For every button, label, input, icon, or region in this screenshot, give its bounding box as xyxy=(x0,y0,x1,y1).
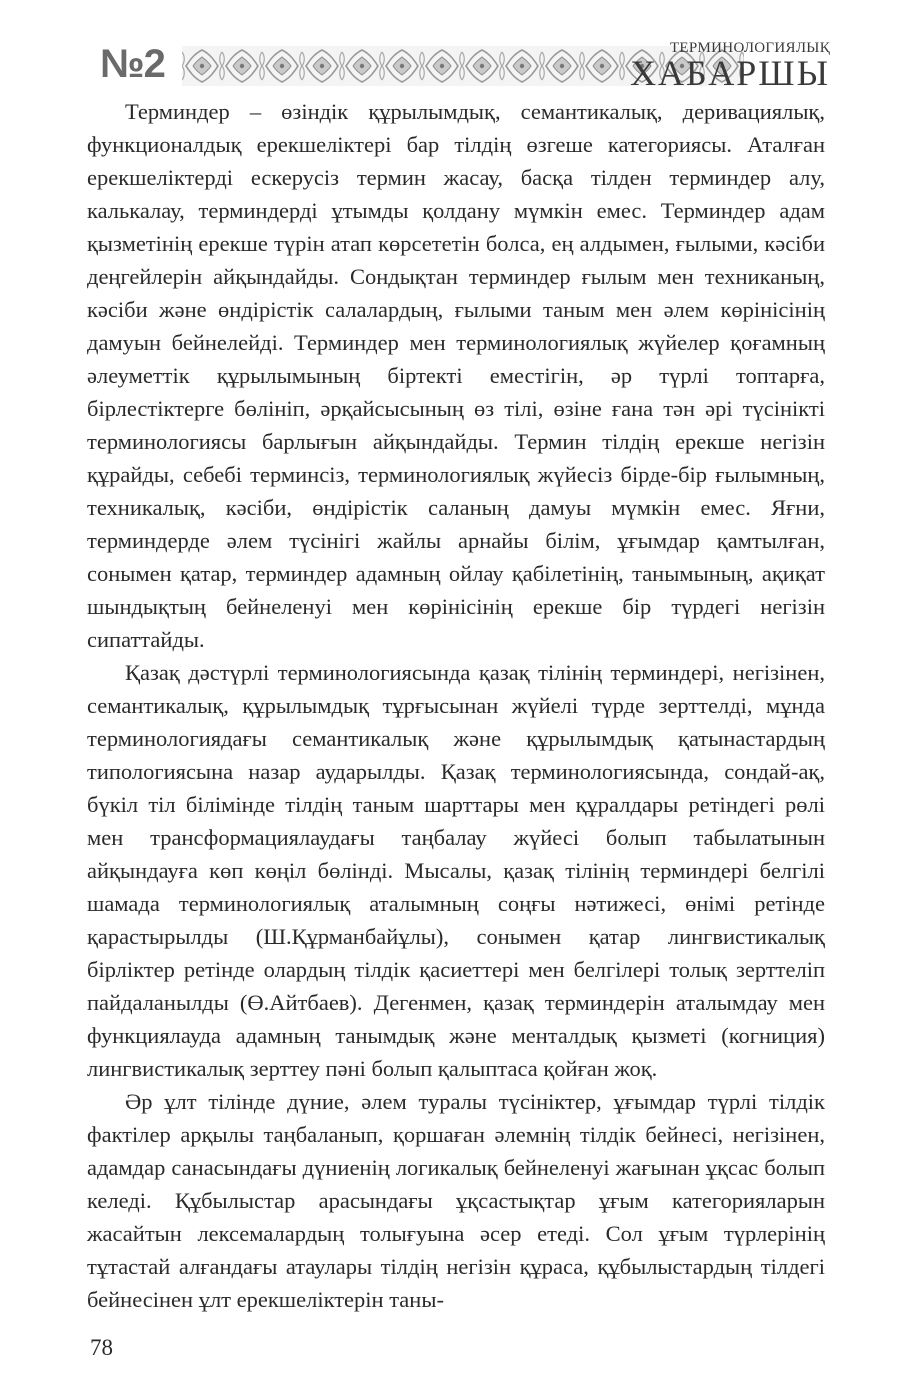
page-header xyxy=(100,40,830,98)
paragraph-3: Әр ұлт тілінде дүние, әлем туралы түсініктер, ұғымдар түрлі тілдік фактілер арқылы таңбаланып, қоршаған әлемнің тілдік бейнесі, негізінен, адамдар санасындағы дүниенің логикалық бейнеленуі жағынан ұқсас болып келеді. Құбылыстар арасындағы ұқсастықтар ұғым категорияларын жасайтын лексемалардың толығуына әсер етеді. Сол ұғым түрлерінің тұтастай алғандағы атаулары тілдің негізін құраса, құбылыстардың тілдегі бейнесінен ұлт ерекшеліктерін таны- xyxy=(87,1089,825,1312)
journal-title xyxy=(630,40,830,93)
article-body xyxy=(87,95,825,1316)
paragraph-2: Қазақ дәстүрлі терминологиясында қазақ тілінің терминдері, негізінен, семантикалық, құрылымдық тұрғысынан жүйелі түрде зерттелді, мұнда терминологиядағы семантикалық және құрылымдық қатынастардың типологиясына назар аударылды. Қазақ терминологиясында, сондай-ақ, бүкіл тіл білімінде тілдің таным шарттары мен құралдары ретіндегі рөлі мен трансформациялаудағы таңбалау жүйесі болып табылатынын айқындауға көп көңіл бөлінді. Мысалы, қазақ тілінің терминдері белгілі шамада терминологиялық аталымның соңғы нәтижесі, өнімі ретінде қарастырылды (Ш.Құрманбайұлы), сонымен қатар лингвистикалық бірліктер ретінде олардың тілдік қасиеттері мен белгілері толық зерттеліп пайдаланылды (Ө.Айтбаев). Дегенмен, қазақ терминдерін аталымдау мен функциялауда адамның танымдық және менталдық қызметі (когниция) лингвистикалық зерттеу пәні болып қалыптаса қойған жоқ. xyxy=(87,660,825,1081)
journal-title-line1: ТЕРМИНОЛОГИЯЛЫҚ xyxy=(669,40,830,56)
journal-title-line2: ХАБАРШЫ xyxy=(630,53,830,93)
issue-number: №2 xyxy=(100,42,165,86)
page-number: 78 xyxy=(90,1335,113,1360)
paragraph-1: Терминдер – өзіндік құрылымдық, семантикалық, деривациялық, функционалдық ерекшеліктері бар тілдің өзгеше категориясы. Аталған ерекшеліктерді ескерусіз термин жасау, басқа тілден терминдер алу, калькалау, терминдерді ұтымды қолдану мүмкін емес. Терминдер адам қызметінің ерекше түрін атап көрсететін болса, ең алдымен, ғылыми, кәсіби деңгейлерін айқындайды. Сондықтан терминдер ғылым мен техниканың, кәсіби және өндірістік салалардың, ғылыми таным мен әлем көрінісінің дамуын бейнелейді. Терминдер мен терминологиялық жүйелер қоғамның әлеуметтік құрылымының біртекті еместігін, әр түрлі топтарға, бірлестіктерге бөлініп, әрқайсысының өз тілі, өзіне ғана тән әрі түсінікті терминологиясы барлығын айқындайды. Термин тілдің ерекше негізін құрайды, себебі терминсіз, терминологиялық жүйесіз бірде-бір ғылымның, техникалық, кәсіби, өндірістік саланың дамуы мүмкін емес. Яғни, терминдерде әлем түсінігі жайлы арнайы білім, ұғымдар қамтылған, сонымен қатар, терминдер адамның ойлау қабілетінің, танымының, ақиқат шындықтың бейнеленуі мен көрінісінің ерекше бір түрдегі негізін сипаттайды. xyxy=(87,99,825,652)
